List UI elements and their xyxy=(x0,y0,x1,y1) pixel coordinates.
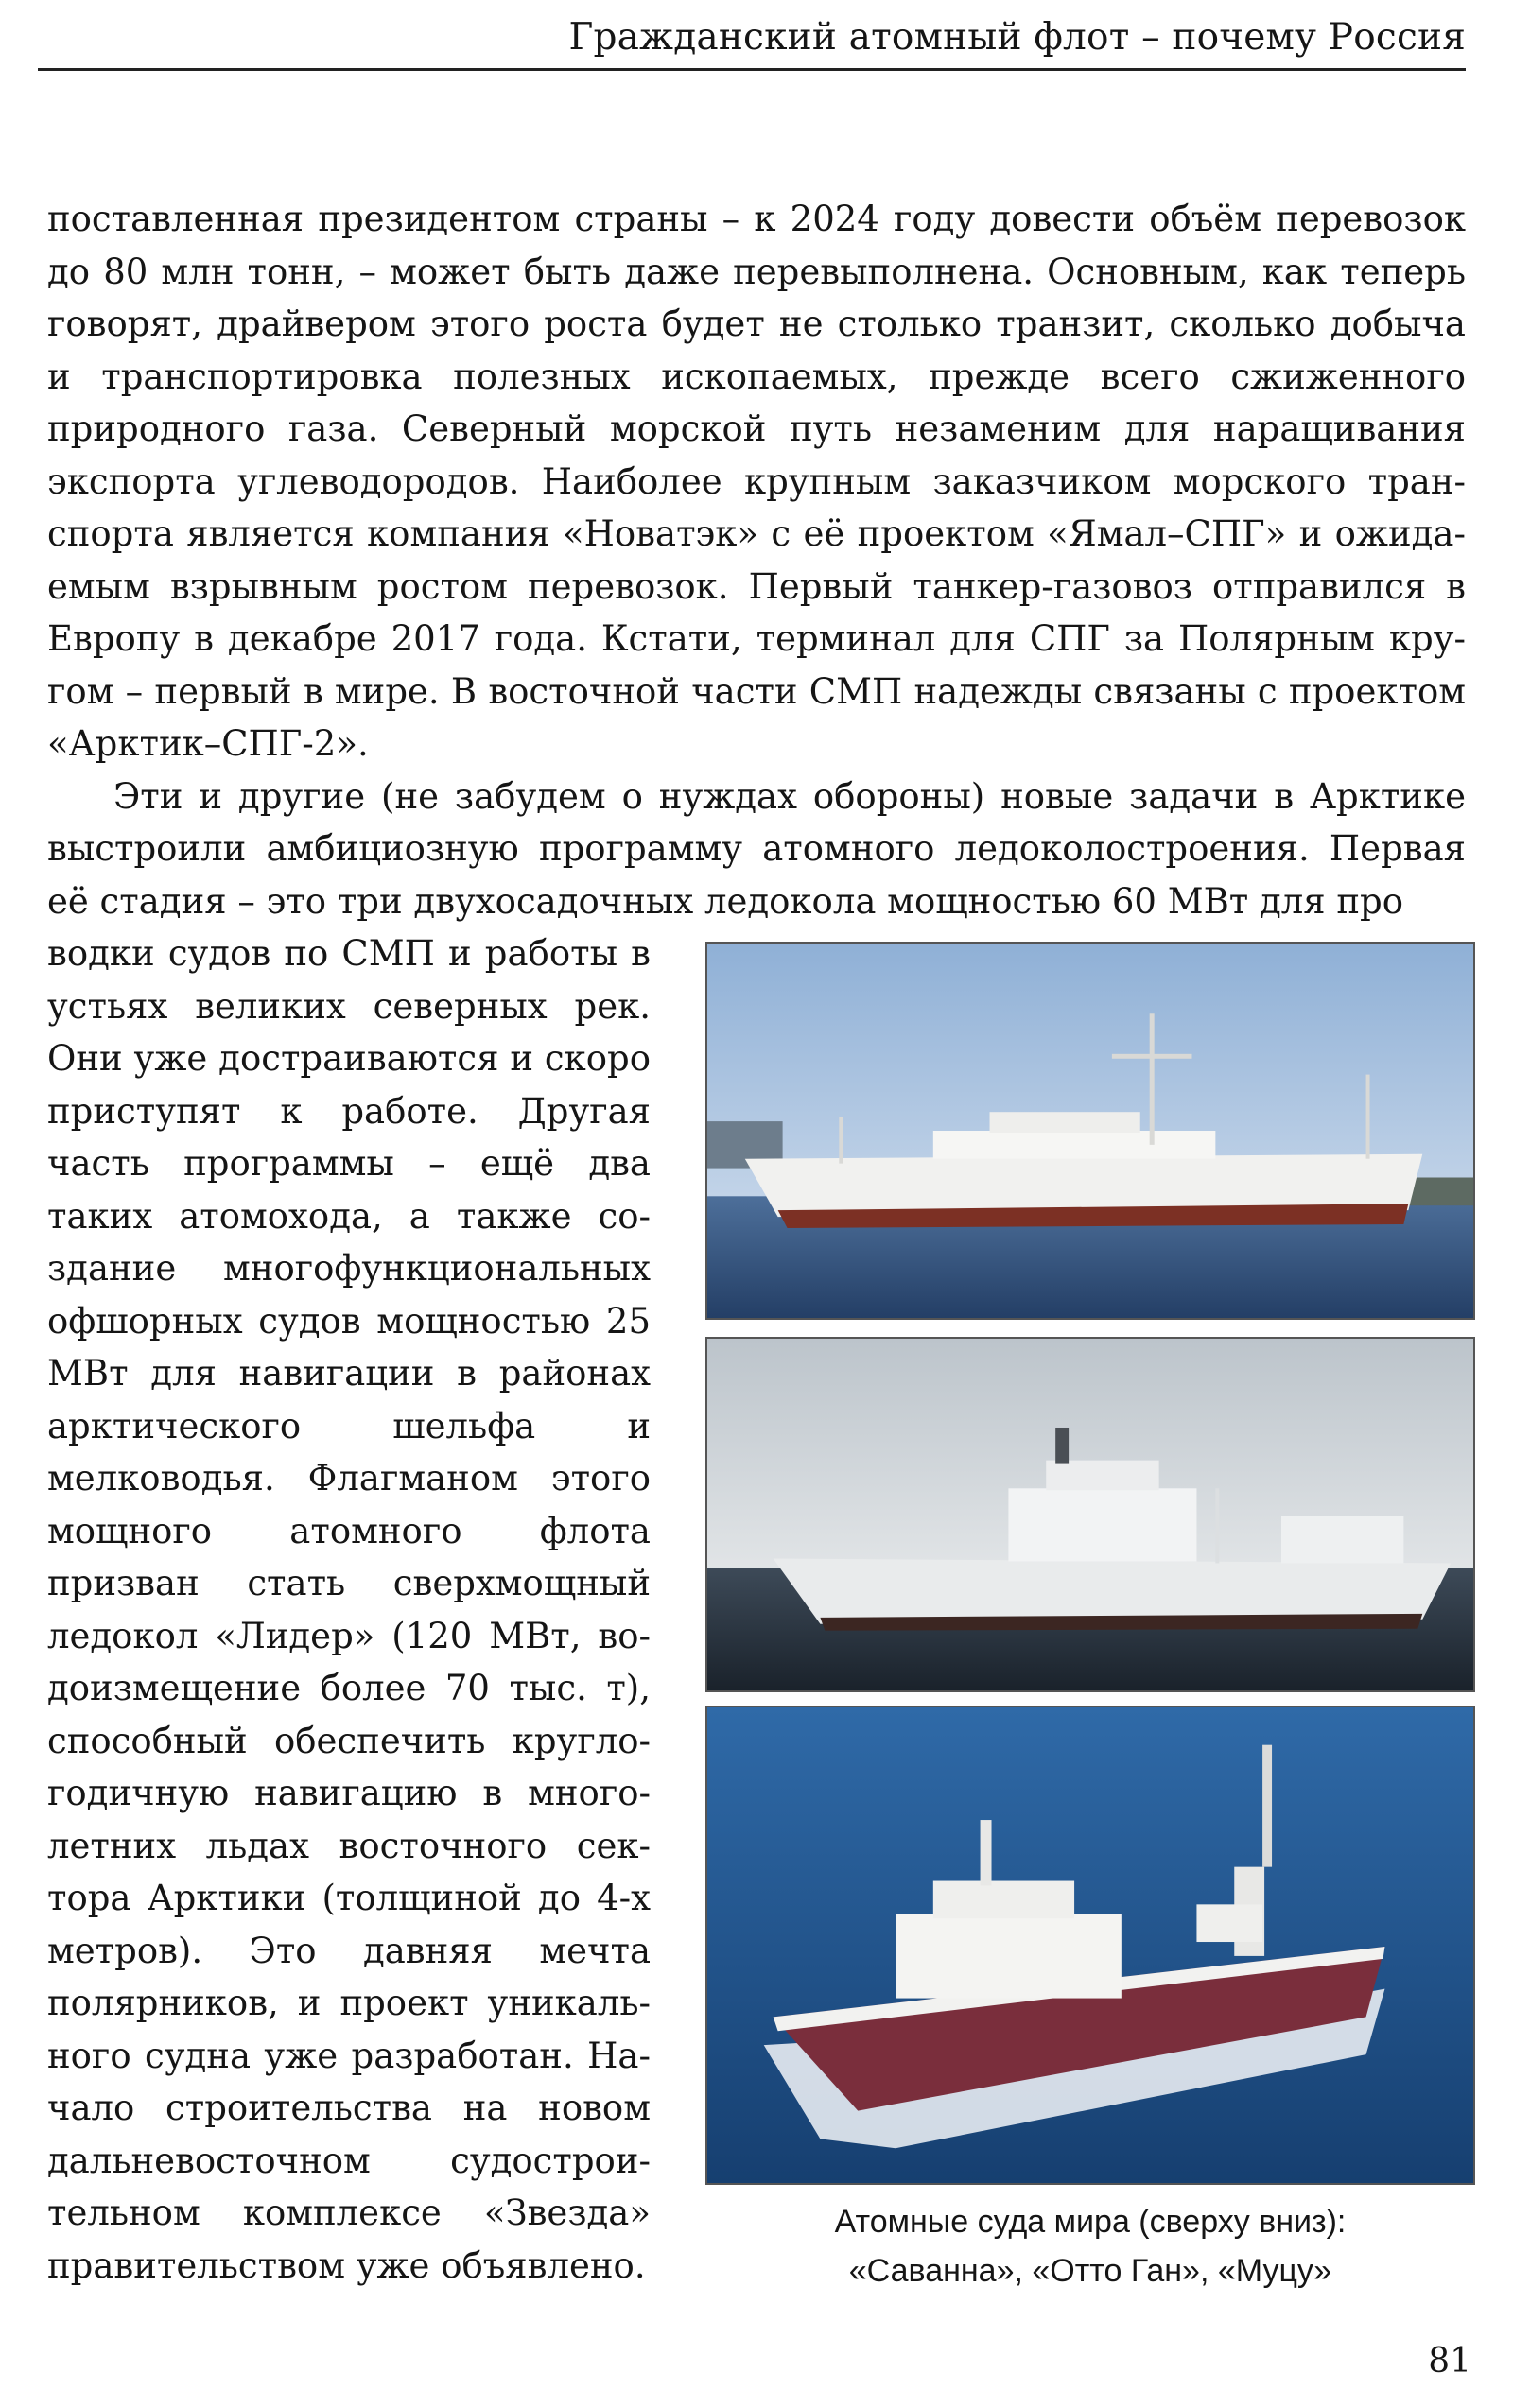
paragraph: Эти и другие (не забудем о нуждах обороны) новые задачи в Арктике выстроили амбициозную программу атомного ледоколостроения. Первая её стадия – это три двухосадочных ледокола мощностью 60 МВт для про xyxy=(47,775,1466,922)
running-header xyxy=(38,13,1466,71)
ship-image xyxy=(707,1339,1473,1690)
photo-mutsu xyxy=(705,1706,1475,2185)
page-number: 81 xyxy=(1428,2342,1471,2381)
caption-line: Атомные суда мира (сверху вниз): xyxy=(834,2204,1347,2240)
main-text xyxy=(47,193,1466,927)
paragraph-continuation: водки судов по СМП и работы в устьях великих северных рек. Они уже достраиваются и скоро приступят к работе. Другая часть программы – ещё два таких атомохода, а также создание многофункциональных офшорных судов мощностью 25 МВт для навигации в районах арктического шельфа и мелководья. Флагманом этого мощного атомного флота призван стать сверхмощный ледокол «Лидер» (120 МВт, водоизмещение более 70 тыс. т), способный обеспечить круглогодичную навигацию в многолетних льдах восточного сектора Арктики (толщиной до 4-х метров). Это давняя мечта полярников, и проект уникального судна уже разработан. Начало строительства на новом дальневосточном судостроительном комплексе «Звезда» правительством уже объявлено. xyxy=(47,933,651,2286)
photo-savannah xyxy=(705,942,1475,1320)
ship-image xyxy=(707,1707,1473,2183)
figure-caption xyxy=(705,2197,1475,2295)
running-title: Гражданский атомный флот – почему Россия xyxy=(568,16,1466,59)
column-text xyxy=(47,927,651,2292)
figure xyxy=(705,942,1475,2313)
caption-line: «Саванна», «Отто Ган», «Муцу» xyxy=(848,2253,1332,2289)
ship-image xyxy=(707,944,1473,1318)
photo-otto-hahn xyxy=(705,1337,1475,1692)
paragraph: поставленная президентом страны – к 2024 году довести объём перевозок до 80 млн тонн, – может быть даже перевыполнена. Основным, как теперь говорят, драйвером этого роста будет не столько транзит, сколько добыча и транспортировка полезных ископаемых, прежде всего сжиженного природного газа. Северный морской путь незаменим для наращивания экспорта углеводородов. Наиболее крупным заказчиком морского транспорта является компания «Новатэк» с её проектом «Ямал–СПГ» и ожидаемым взрывным ростом перевозок. Первый танкер-газовоз отправился в Европу в декабре 2017 года. Кстати, терминал для СПГ за Полярным кругом – первый в мире. В восточной части СМП надежды связаны с проектом «Арктик–СПГ-2». xyxy=(47,199,1466,764)
